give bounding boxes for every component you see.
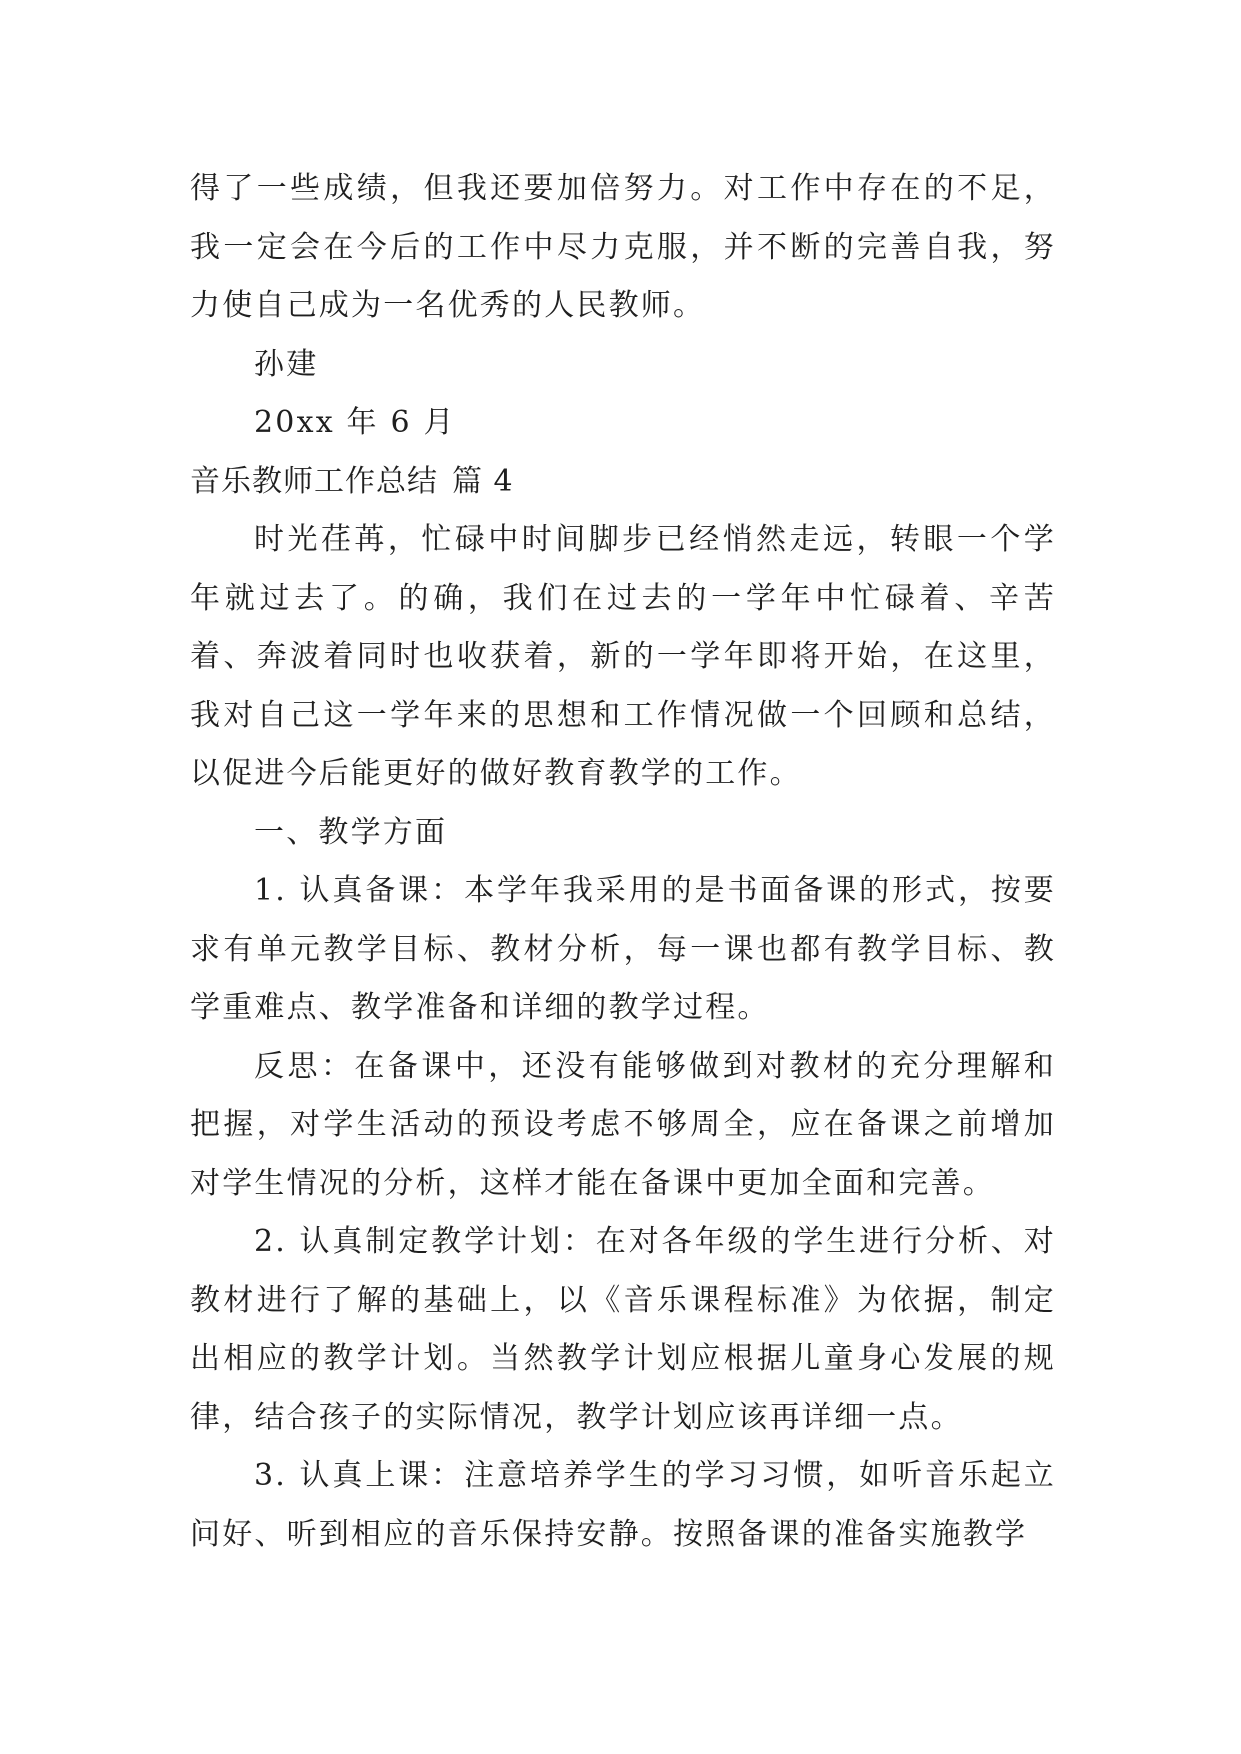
paragraph-item-3: 3. 认真上课：注意培养学生的学习习惯，如听音乐起立问好、听到相应的音乐保持安静。按照备课的准备实施教学	[190, 1458, 1056, 1552]
document-body	[190, 160, 1056, 1564]
paragraph-item-1: 1. 认真备课：本学年我采用的是书面备课的形式，按要求有单元教学目标、教材分析，每一课也都有教学目标、教学重难点、教学准备和详细的教学过程。	[190, 873, 1056, 1025]
signature-date: 20xx 年 6 月	[254, 405, 456, 440]
section-heading	[190, 453, 1056, 512]
subheading-teaching: 一、教学方面	[254, 814, 448, 850]
paragraph-reflection: 反思：在备课中，还没有能够做到对教材的充分理解和把握，对学生活动的预设考虑不够周全，应在备课之前增加对学生情况的分析，这样才能在备课中更加全面和完善。	[190, 1048, 1056, 1201]
paragraph-item-2: 2. 认真制定教学计划：在对各年级的学生进行分析、对教材进行了解的基础上，以《音乐课程标准》为依据，制定出相应的教学计划。当然教学计划应根据儿童身心发展的规律，结合孩子的实际情况，教学计划应该再详细一点。	[190, 1224, 1056, 1435]
section-number: 篇 4	[452, 463, 514, 499]
signature-name: 孙建	[254, 346, 319, 382]
paragraph-intro: 时光荏苒，忙碌中时间脚步已经悄然走远，转眼一个学年就过去了。的确，我们在过去的一学年中忙碌着、辛苦着、奔波着同时也收获着，新的一学年即将开始，在这里，我对自己这一学年来的思想和工作情况做一个回顾和总结，以促进今后能更好的做好教育教学的工作。	[190, 522, 1056, 791]
paragraph-continued: 得了一些成绩，但我还要加倍努力。对工作中存在的不足，我一定会在今后的工作中尽力克服，并不断的完善自我，努力使自己成为一名优秀的人民教师。	[190, 171, 1056, 323]
section-title: 音乐教师工作总结	[190, 463, 438, 499]
